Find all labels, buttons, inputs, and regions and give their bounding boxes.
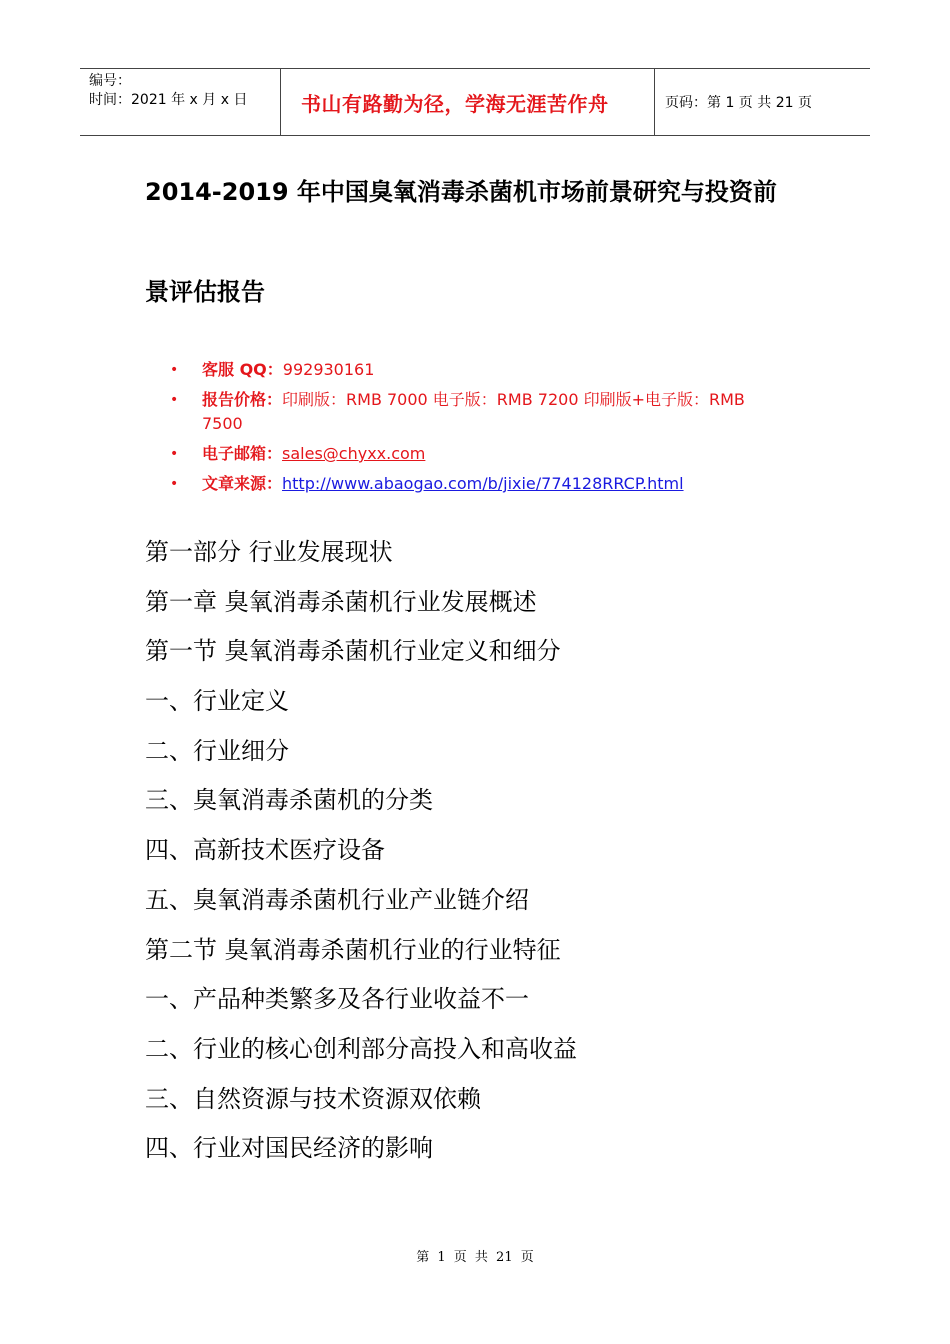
info-item-source [170, 472, 780, 496]
header-code-label: 编号： [89, 73, 131, 89]
toc-item: 第一部分 行业发展现状 [145, 538, 393, 566]
toc-item: 二、行业细分 [145, 736, 289, 765]
toc-item: 二、行业的核心创利部分高投入和高收益 [145, 1034, 577, 1063]
info-label: 报告价格： [202, 390, 283, 409]
report-title-line-2: 景评估报告 [145, 278, 265, 306]
bullet-icon: • [170, 446, 179, 462]
info-item-price [170, 388, 780, 436]
toc-item: 第二节 臭氧消毒杀菌机行业的行业特征 [145, 935, 561, 964]
toc-item: 四、高新技术医疗设备 [145, 836, 385, 865]
toc-item: 第一章 臭氧消毒杀菌机行业发展概述 [145, 587, 537, 616]
info-value: 992930161 [282, 360, 375, 379]
header-motto: 书山有路勤为径，学海无涯苦作舟 [281, 69, 655, 135]
toc-item: 五、臭氧消毒杀菌机行业产业链介绍 [145, 885, 529, 914]
toc-item: 第一节 臭氧消毒杀菌机行业定义和细分 [145, 637, 561, 666]
table-of-contents [145, 534, 845, 1180]
report-title-line-1: 2014-2019 年中国臭氧消毒杀菌机市场前景研究与投资前 [145, 178, 777, 206]
toc-item: 三、臭氧消毒杀菌机的分类 [145, 786, 433, 815]
toc-item: 三、自然资源与技术资源双依赖 [145, 1084, 481, 1113]
contact-info-list [170, 358, 780, 502]
header-time-label: 时间：2021 年 x 月 x 日 [89, 92, 248, 108]
info-label: 电子邮箱： [202, 444, 283, 463]
info-item-email [170, 442, 780, 466]
toc-item: 一、行业定义 [145, 687, 289, 716]
info-label: 文章来源： [202, 474, 283, 493]
header-meta-cell [80, 69, 281, 135]
email-link[interactable]: sales@chyxx.com [282, 444, 426, 463]
toc-item: 四、行业对国民经济的影响 [145, 1134, 433, 1163]
bullet-icon: • [170, 362, 179, 378]
info-item-qq [170, 358, 780, 382]
bullet-icon: • [170, 476, 179, 492]
bullet-icon: • [170, 392, 179, 408]
document-header [80, 68, 870, 136]
toc-item: 一、产品种类繁多及各行业收益不一 [145, 985, 529, 1014]
info-value: 印刷版：RMB 7000 电子版：RMB 7200 印刷版+电子版：RMB 7500 [202, 390, 745, 433]
source-link[interactable]: http://www.abaogao.com/b/jixie/774128RRCP.html [282, 474, 684, 493]
info-label: 客服 QQ： [202, 360, 283, 379]
header-page-info: 页码：第 1 页 共 21 页 [665, 95, 812, 111]
page-footer: 第 1 页 共 21 页 [416, 1250, 534, 1265]
